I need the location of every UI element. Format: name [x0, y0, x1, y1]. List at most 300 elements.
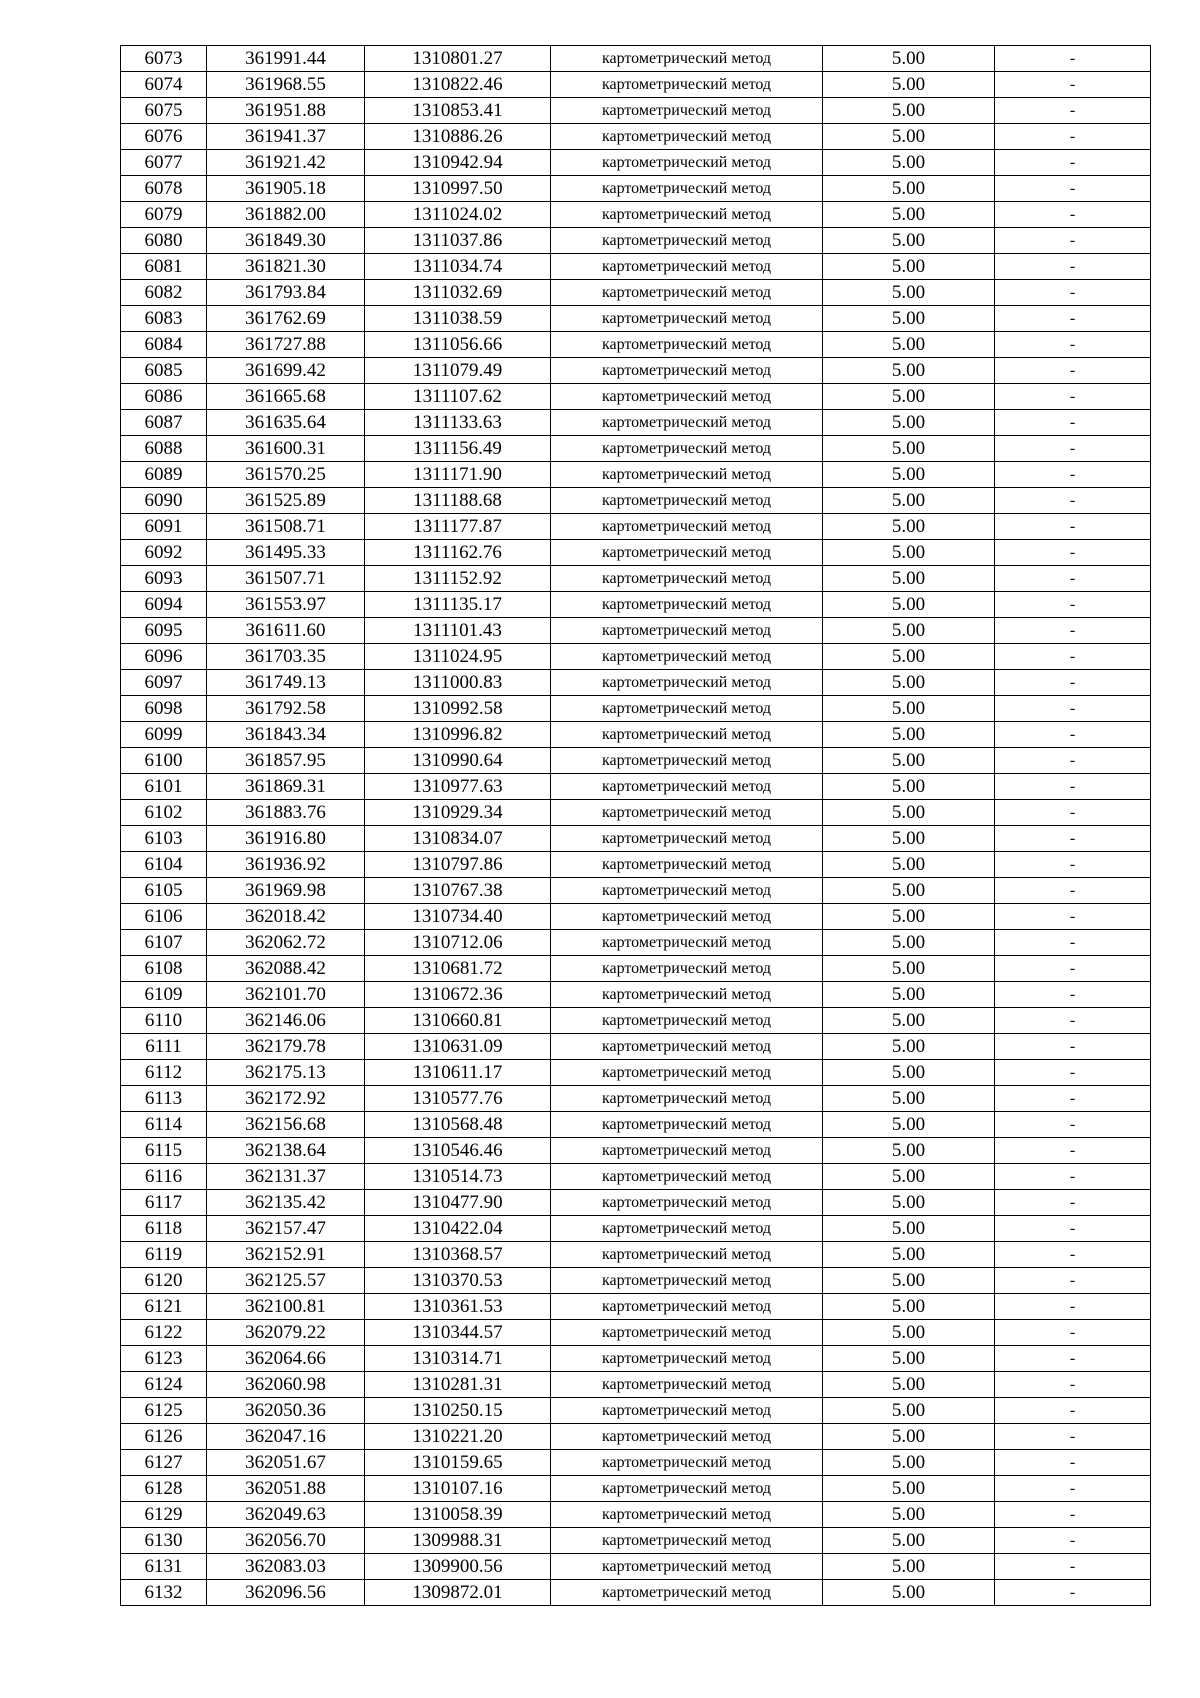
method-cell: картометрический метод	[551, 1476, 823, 1502]
table-row	[121, 1034, 1151, 1060]
x-coordinate-cell: 361951.88	[207, 98, 365, 124]
x-coordinate-cell: 361635.64	[207, 410, 365, 436]
accuracy-cell: 5.00	[823, 384, 995, 410]
table-row	[121, 826, 1151, 852]
table-row	[121, 1268, 1151, 1294]
description-cell: -	[995, 124, 1151, 150]
y-coordinate-cell: 1311152.92	[365, 566, 551, 592]
x-coordinate-cell: 361508.71	[207, 514, 365, 540]
method-cell: картометрический метод	[551, 696, 823, 722]
method-cell: картометрический метод	[551, 566, 823, 592]
table-row	[121, 1528, 1151, 1554]
table-row	[121, 696, 1151, 722]
coordinates-table	[120, 45, 1151, 1606]
y-coordinate-cell: 1310942.94	[365, 150, 551, 176]
table-row	[121, 956, 1151, 982]
table-row	[121, 1164, 1151, 1190]
x-coordinate-cell: 361921.42	[207, 150, 365, 176]
accuracy-cell: 5.00	[823, 722, 995, 748]
y-coordinate-cell: 1310801.27	[365, 46, 551, 72]
x-coordinate-cell: 361553.97	[207, 592, 365, 618]
accuracy-cell: 5.00	[823, 1060, 995, 1086]
description-cell: -	[995, 748, 1151, 774]
method-cell: картометрический метод	[551, 332, 823, 358]
x-coordinate-cell: 361916.80	[207, 826, 365, 852]
method-cell: картометрический метод	[551, 1242, 823, 1268]
x-coordinate-cell: 361941.37	[207, 124, 365, 150]
accuracy-cell: 5.00	[823, 1216, 995, 1242]
point-number-cell: 6115	[121, 1138, 207, 1164]
point-number-cell: 6091	[121, 514, 207, 540]
method-cell: картометрический метод	[551, 670, 823, 696]
x-coordinate-cell: 361611.60	[207, 618, 365, 644]
point-number-cell: 6132	[121, 1580, 207, 1606]
method-cell: картометрический метод	[551, 1450, 823, 1476]
table-row	[121, 1320, 1151, 1346]
accuracy-cell: 5.00	[823, 124, 995, 150]
table-row	[121, 1242, 1151, 1268]
description-cell: -	[995, 1060, 1151, 1086]
description-cell: -	[995, 1398, 1151, 1424]
y-coordinate-cell: 1310546.46	[365, 1138, 551, 1164]
point-number-cell: 6093	[121, 566, 207, 592]
x-coordinate-cell: 362152.91	[207, 1242, 365, 1268]
table-row	[121, 358, 1151, 384]
y-coordinate-cell: 1310660.81	[365, 1008, 551, 1034]
method-cell: картометрический метод	[551, 1008, 823, 1034]
table-row	[121, 1138, 1151, 1164]
y-coordinate-cell: 1311101.43	[365, 618, 551, 644]
description-cell: -	[995, 540, 1151, 566]
description-cell: -	[995, 1086, 1151, 1112]
table-row	[121, 72, 1151, 98]
y-coordinate-cell: 1311038.59	[365, 306, 551, 332]
x-coordinate-cell: 362060.98	[207, 1372, 365, 1398]
point-number-cell: 6089	[121, 462, 207, 488]
description-cell: -	[995, 1112, 1151, 1138]
accuracy-cell: 5.00	[823, 254, 995, 280]
y-coordinate-cell: 1310250.15	[365, 1398, 551, 1424]
accuracy-cell: 5.00	[823, 410, 995, 436]
method-cell: картометрический метод	[551, 1268, 823, 1294]
point-number-cell: 6113	[121, 1086, 207, 1112]
point-number-cell: 6098	[121, 696, 207, 722]
table-row	[121, 1372, 1151, 1398]
x-coordinate-cell: 362172.92	[207, 1086, 365, 1112]
method-cell: картометрический метод	[551, 176, 823, 202]
point-number-cell: 6078	[121, 176, 207, 202]
accuracy-cell: 5.00	[823, 332, 995, 358]
y-coordinate-cell: 1310344.57	[365, 1320, 551, 1346]
y-coordinate-cell: 1310996.82	[365, 722, 551, 748]
method-cell: картометрический метод	[551, 202, 823, 228]
y-coordinate-cell: 1310159.65	[365, 1450, 551, 1476]
point-number-cell: 6101	[121, 774, 207, 800]
y-coordinate-cell: 1309988.31	[365, 1528, 551, 1554]
accuracy-cell: 5.00	[823, 592, 995, 618]
x-coordinate-cell: 361821.30	[207, 254, 365, 280]
table-row	[121, 644, 1151, 670]
table-row	[121, 1502, 1151, 1528]
x-coordinate-cell: 362101.70	[207, 982, 365, 1008]
point-number-cell: 6122	[121, 1320, 207, 1346]
x-coordinate-cell: 361570.25	[207, 462, 365, 488]
point-number-cell: 6128	[121, 1476, 207, 1502]
point-number-cell: 6087	[121, 410, 207, 436]
y-coordinate-cell: 1310422.04	[365, 1216, 551, 1242]
y-coordinate-cell: 1311032.69	[365, 280, 551, 306]
table-row	[121, 1086, 1151, 1112]
point-number-cell: 6110	[121, 1008, 207, 1034]
description-cell: -	[995, 852, 1151, 878]
x-coordinate-cell: 361600.31	[207, 436, 365, 462]
point-number-cell: 6081	[121, 254, 207, 280]
accuracy-cell: 5.00	[823, 644, 995, 670]
point-number-cell: 6127	[121, 1450, 207, 1476]
accuracy-cell: 5.00	[823, 1502, 995, 1528]
accuracy-cell: 5.00	[823, 1138, 995, 1164]
accuracy-cell: 5.00	[823, 1086, 995, 1112]
accuracy-cell: 5.00	[823, 1242, 995, 1268]
x-coordinate-cell: 361905.18	[207, 176, 365, 202]
description-cell: -	[995, 46, 1151, 72]
method-cell: картометрический метод	[551, 436, 823, 462]
method-cell: картометрический метод	[551, 358, 823, 384]
accuracy-cell: 5.00	[823, 566, 995, 592]
description-cell: -	[995, 566, 1151, 592]
method-cell: картометрический метод	[551, 644, 823, 670]
table-row	[121, 1008, 1151, 1034]
x-coordinate-cell: 361869.31	[207, 774, 365, 800]
point-number-cell: 6092	[121, 540, 207, 566]
accuracy-cell: 5.00	[823, 956, 995, 982]
accuracy-cell: 5.00	[823, 488, 995, 514]
point-number-cell: 6124	[121, 1372, 207, 1398]
description-cell: -	[995, 1034, 1151, 1060]
y-coordinate-cell: 1310712.06	[365, 930, 551, 956]
x-coordinate-cell: 362062.72	[207, 930, 365, 956]
accuracy-cell: 5.00	[823, 46, 995, 72]
description-cell: -	[995, 488, 1151, 514]
point-number-cell: 6112	[121, 1060, 207, 1086]
accuracy-cell: 5.00	[823, 1008, 995, 1034]
x-coordinate-cell: 362056.70	[207, 1528, 365, 1554]
point-number-cell: 6106	[121, 904, 207, 930]
y-coordinate-cell: 1310853.41	[365, 98, 551, 124]
accuracy-cell: 5.00	[823, 1450, 995, 1476]
accuracy-cell: 5.00	[823, 1554, 995, 1580]
table-row	[121, 98, 1151, 124]
description-cell: -	[995, 930, 1151, 956]
point-number-cell: 6126	[121, 1424, 207, 1450]
method-cell: картометрический метод	[551, 800, 823, 826]
y-coordinate-cell: 1310361.53	[365, 1294, 551, 1320]
description-cell: -	[995, 1346, 1151, 1372]
accuracy-cell: 5.00	[823, 306, 995, 332]
method-cell: картометрический метод	[551, 878, 823, 904]
method-cell: картометрический метод	[551, 1346, 823, 1372]
accuracy-cell: 5.00	[823, 1528, 995, 1554]
table-row	[121, 774, 1151, 800]
description-cell: -	[995, 306, 1151, 332]
table-row	[121, 904, 1151, 930]
description-cell: -	[995, 1216, 1151, 1242]
y-coordinate-cell: 1310734.40	[365, 904, 551, 930]
method-cell: картометрический метод	[551, 150, 823, 176]
x-coordinate-cell: 362156.68	[207, 1112, 365, 1138]
x-coordinate-cell: 362083.03	[207, 1554, 365, 1580]
table-row	[121, 514, 1151, 540]
point-number-cell: 6111	[121, 1034, 207, 1060]
x-coordinate-cell: 361843.34	[207, 722, 365, 748]
y-coordinate-cell: 1310929.34	[365, 800, 551, 826]
y-coordinate-cell: 1310767.38	[365, 878, 551, 904]
accuracy-cell: 5.00	[823, 150, 995, 176]
accuracy-cell: 5.00	[823, 1580, 995, 1606]
y-coordinate-cell: 1310368.57	[365, 1242, 551, 1268]
y-coordinate-cell: 1310631.09	[365, 1034, 551, 1060]
method-cell: картометрический метод	[551, 98, 823, 124]
method-cell: картометрический метод	[551, 904, 823, 930]
description-cell: -	[995, 904, 1151, 930]
x-coordinate-cell: 362050.36	[207, 1398, 365, 1424]
point-number-cell: 6084	[121, 332, 207, 358]
method-cell: картометрический метод	[551, 280, 823, 306]
description-cell: -	[995, 982, 1151, 1008]
x-coordinate-cell: 362096.56	[207, 1580, 365, 1606]
x-coordinate-cell: 361703.35	[207, 644, 365, 670]
accuracy-cell: 5.00	[823, 1164, 995, 1190]
method-cell: картометрический метод	[551, 1060, 823, 1086]
method-cell: картометрический метод	[551, 228, 823, 254]
point-number-cell: 6131	[121, 1554, 207, 1580]
point-number-cell: 6125	[121, 1398, 207, 1424]
method-cell: картометрический метод	[551, 514, 823, 540]
description-cell: -	[995, 1450, 1151, 1476]
table-row	[121, 1190, 1151, 1216]
method-cell: картометрический метод	[551, 1580, 823, 1606]
x-coordinate-cell: 362018.42	[207, 904, 365, 930]
y-coordinate-cell: 1311188.68	[365, 488, 551, 514]
method-cell: картометрический метод	[551, 1112, 823, 1138]
accuracy-cell: 5.00	[823, 618, 995, 644]
point-number-cell: 6103	[121, 826, 207, 852]
y-coordinate-cell: 1310611.17	[365, 1060, 551, 1086]
point-number-cell: 6117	[121, 1190, 207, 1216]
point-number-cell: 6107	[121, 930, 207, 956]
method-cell: картометрический метод	[551, 852, 823, 878]
x-coordinate-cell: 361665.68	[207, 384, 365, 410]
x-coordinate-cell: 361857.95	[207, 748, 365, 774]
x-coordinate-cell: 361968.55	[207, 72, 365, 98]
accuracy-cell: 5.00	[823, 280, 995, 306]
accuracy-cell: 5.00	[823, 1320, 995, 1346]
x-coordinate-cell: 362179.78	[207, 1034, 365, 1060]
y-coordinate-cell: 1310886.26	[365, 124, 551, 150]
y-coordinate-cell: 1310221.20	[365, 1424, 551, 1450]
description-cell: -	[995, 644, 1151, 670]
description-cell: -	[995, 1242, 1151, 1268]
y-coordinate-cell: 1310107.16	[365, 1476, 551, 1502]
point-number-cell: 6099	[121, 722, 207, 748]
method-cell: картометрический метод	[551, 618, 823, 644]
point-number-cell: 6095	[121, 618, 207, 644]
point-number-cell: 6096	[121, 644, 207, 670]
method-cell: картометрический метод	[551, 930, 823, 956]
table-row	[121, 1424, 1151, 1450]
point-number-cell: 6097	[121, 670, 207, 696]
table-row	[121, 280, 1151, 306]
description-cell: -	[995, 1372, 1151, 1398]
method-cell: картометрический метод	[551, 1554, 823, 1580]
description-cell: -	[995, 72, 1151, 98]
method-cell: картометрический метод	[551, 254, 823, 280]
description-cell: -	[995, 98, 1151, 124]
x-coordinate-cell: 362051.88	[207, 1476, 365, 1502]
table-row	[121, 410, 1151, 436]
accuracy-cell: 5.00	[823, 1476, 995, 1502]
x-coordinate-cell: 361883.76	[207, 800, 365, 826]
method-cell: картометрический метод	[551, 722, 823, 748]
table-row	[121, 748, 1151, 774]
x-coordinate-cell: 361762.69	[207, 306, 365, 332]
x-coordinate-cell: 362049.63	[207, 1502, 365, 1528]
description-cell: -	[995, 1320, 1151, 1346]
point-number-cell: 6082	[121, 280, 207, 306]
y-coordinate-cell: 1310568.48	[365, 1112, 551, 1138]
accuracy-cell: 5.00	[823, 1034, 995, 1060]
y-coordinate-cell: 1311135.17	[365, 592, 551, 618]
point-number-cell: 6108	[121, 956, 207, 982]
method-cell: картометрический метод	[551, 1320, 823, 1346]
x-coordinate-cell: 362047.16	[207, 1424, 365, 1450]
point-number-cell: 6118	[121, 1216, 207, 1242]
x-coordinate-cell: 361969.98	[207, 878, 365, 904]
y-coordinate-cell: 1310977.63	[365, 774, 551, 800]
accuracy-cell: 5.00	[823, 1190, 995, 1216]
description-cell: -	[995, 410, 1151, 436]
accuracy-cell: 5.00	[823, 1268, 995, 1294]
x-coordinate-cell: 361849.30	[207, 228, 365, 254]
description-cell: -	[995, 1138, 1151, 1164]
description-cell: -	[995, 1554, 1151, 1580]
table-row	[121, 852, 1151, 878]
accuracy-cell: 5.00	[823, 826, 995, 852]
accuracy-cell: 5.00	[823, 436, 995, 462]
point-number-cell: 6119	[121, 1242, 207, 1268]
table-row	[121, 930, 1151, 956]
method-cell: картометрический метод	[551, 462, 823, 488]
description-cell: -	[995, 722, 1151, 748]
point-number-cell: 6105	[121, 878, 207, 904]
point-number-cell: 6120	[121, 1268, 207, 1294]
y-coordinate-cell: 1310672.36	[365, 982, 551, 1008]
description-cell: -	[995, 1164, 1151, 1190]
description-cell: -	[995, 1294, 1151, 1320]
method-cell: картометрический метод	[551, 488, 823, 514]
description-cell: -	[995, 254, 1151, 280]
accuracy-cell: 5.00	[823, 202, 995, 228]
description-cell: -	[995, 670, 1151, 696]
y-coordinate-cell: 1311034.74	[365, 254, 551, 280]
point-number-cell: 6102	[121, 800, 207, 826]
method-cell: картометрический метод	[551, 774, 823, 800]
y-coordinate-cell: 1310370.53	[365, 1268, 551, 1294]
method-cell: картометрический метод	[551, 1034, 823, 1060]
accuracy-cell: 5.00	[823, 904, 995, 930]
description-cell: -	[995, 696, 1151, 722]
x-coordinate-cell: 362175.13	[207, 1060, 365, 1086]
description-cell: -	[995, 618, 1151, 644]
method-cell: картометрический метод	[551, 1528, 823, 1554]
method-cell: картометрический метод	[551, 46, 823, 72]
accuracy-cell: 5.00	[823, 1424, 995, 1450]
method-cell: картометрический метод	[551, 1138, 823, 1164]
y-coordinate-cell: 1310822.46	[365, 72, 551, 98]
method-cell: картометрический метод	[551, 384, 823, 410]
table-row	[121, 462, 1151, 488]
point-number-cell: 6104	[121, 852, 207, 878]
x-coordinate-cell: 361793.84	[207, 280, 365, 306]
y-coordinate-cell: 1310577.76	[365, 1086, 551, 1112]
table-row	[121, 1060, 1151, 1086]
method-cell: картометрический метод	[551, 410, 823, 436]
point-number-cell: 6123	[121, 1346, 207, 1372]
accuracy-cell: 5.00	[823, 670, 995, 696]
description-cell: -	[995, 280, 1151, 306]
table-row	[121, 1450, 1151, 1476]
method-cell: картометрический метод	[551, 1372, 823, 1398]
table-row	[121, 176, 1151, 202]
method-cell: картометрический метод	[551, 748, 823, 774]
y-coordinate-cell: 1311024.95	[365, 644, 551, 670]
description-cell: -	[995, 384, 1151, 410]
point-number-cell: 6114	[121, 1112, 207, 1138]
x-coordinate-cell: 362146.06	[207, 1008, 365, 1034]
x-coordinate-cell: 362079.22	[207, 1320, 365, 1346]
accuracy-cell: 5.00	[823, 982, 995, 1008]
x-coordinate-cell: 361936.92	[207, 852, 365, 878]
y-coordinate-cell: 1311024.02	[365, 202, 551, 228]
point-number-cell: 6090	[121, 488, 207, 514]
description-cell: -	[995, 956, 1151, 982]
point-number-cell: 6083	[121, 306, 207, 332]
table-row	[121, 1476, 1151, 1502]
description-cell: -	[995, 592, 1151, 618]
accuracy-cell: 5.00	[823, 878, 995, 904]
x-coordinate-cell: 361991.44	[207, 46, 365, 72]
table-row	[121, 228, 1151, 254]
accuracy-cell: 5.00	[823, 72, 995, 98]
point-number-cell: 6085	[121, 358, 207, 384]
y-coordinate-cell: 1311177.87	[365, 514, 551, 540]
x-coordinate-cell: 362131.37	[207, 1164, 365, 1190]
method-cell: картометрический метод	[551, 982, 823, 1008]
accuracy-cell: 5.00	[823, 176, 995, 202]
method-cell: картометрический метод	[551, 1164, 823, 1190]
method-cell: картометрический метод	[551, 826, 823, 852]
point-number-cell: 6129	[121, 1502, 207, 1528]
table-row	[121, 1216, 1151, 1242]
table-row	[121, 592, 1151, 618]
y-coordinate-cell: 1310797.86	[365, 852, 551, 878]
table-row	[121, 150, 1151, 176]
point-number-cell: 6109	[121, 982, 207, 1008]
accuracy-cell: 5.00	[823, 852, 995, 878]
table-row	[121, 800, 1151, 826]
point-number-cell: 6100	[121, 748, 207, 774]
accuracy-cell: 5.00	[823, 800, 995, 826]
